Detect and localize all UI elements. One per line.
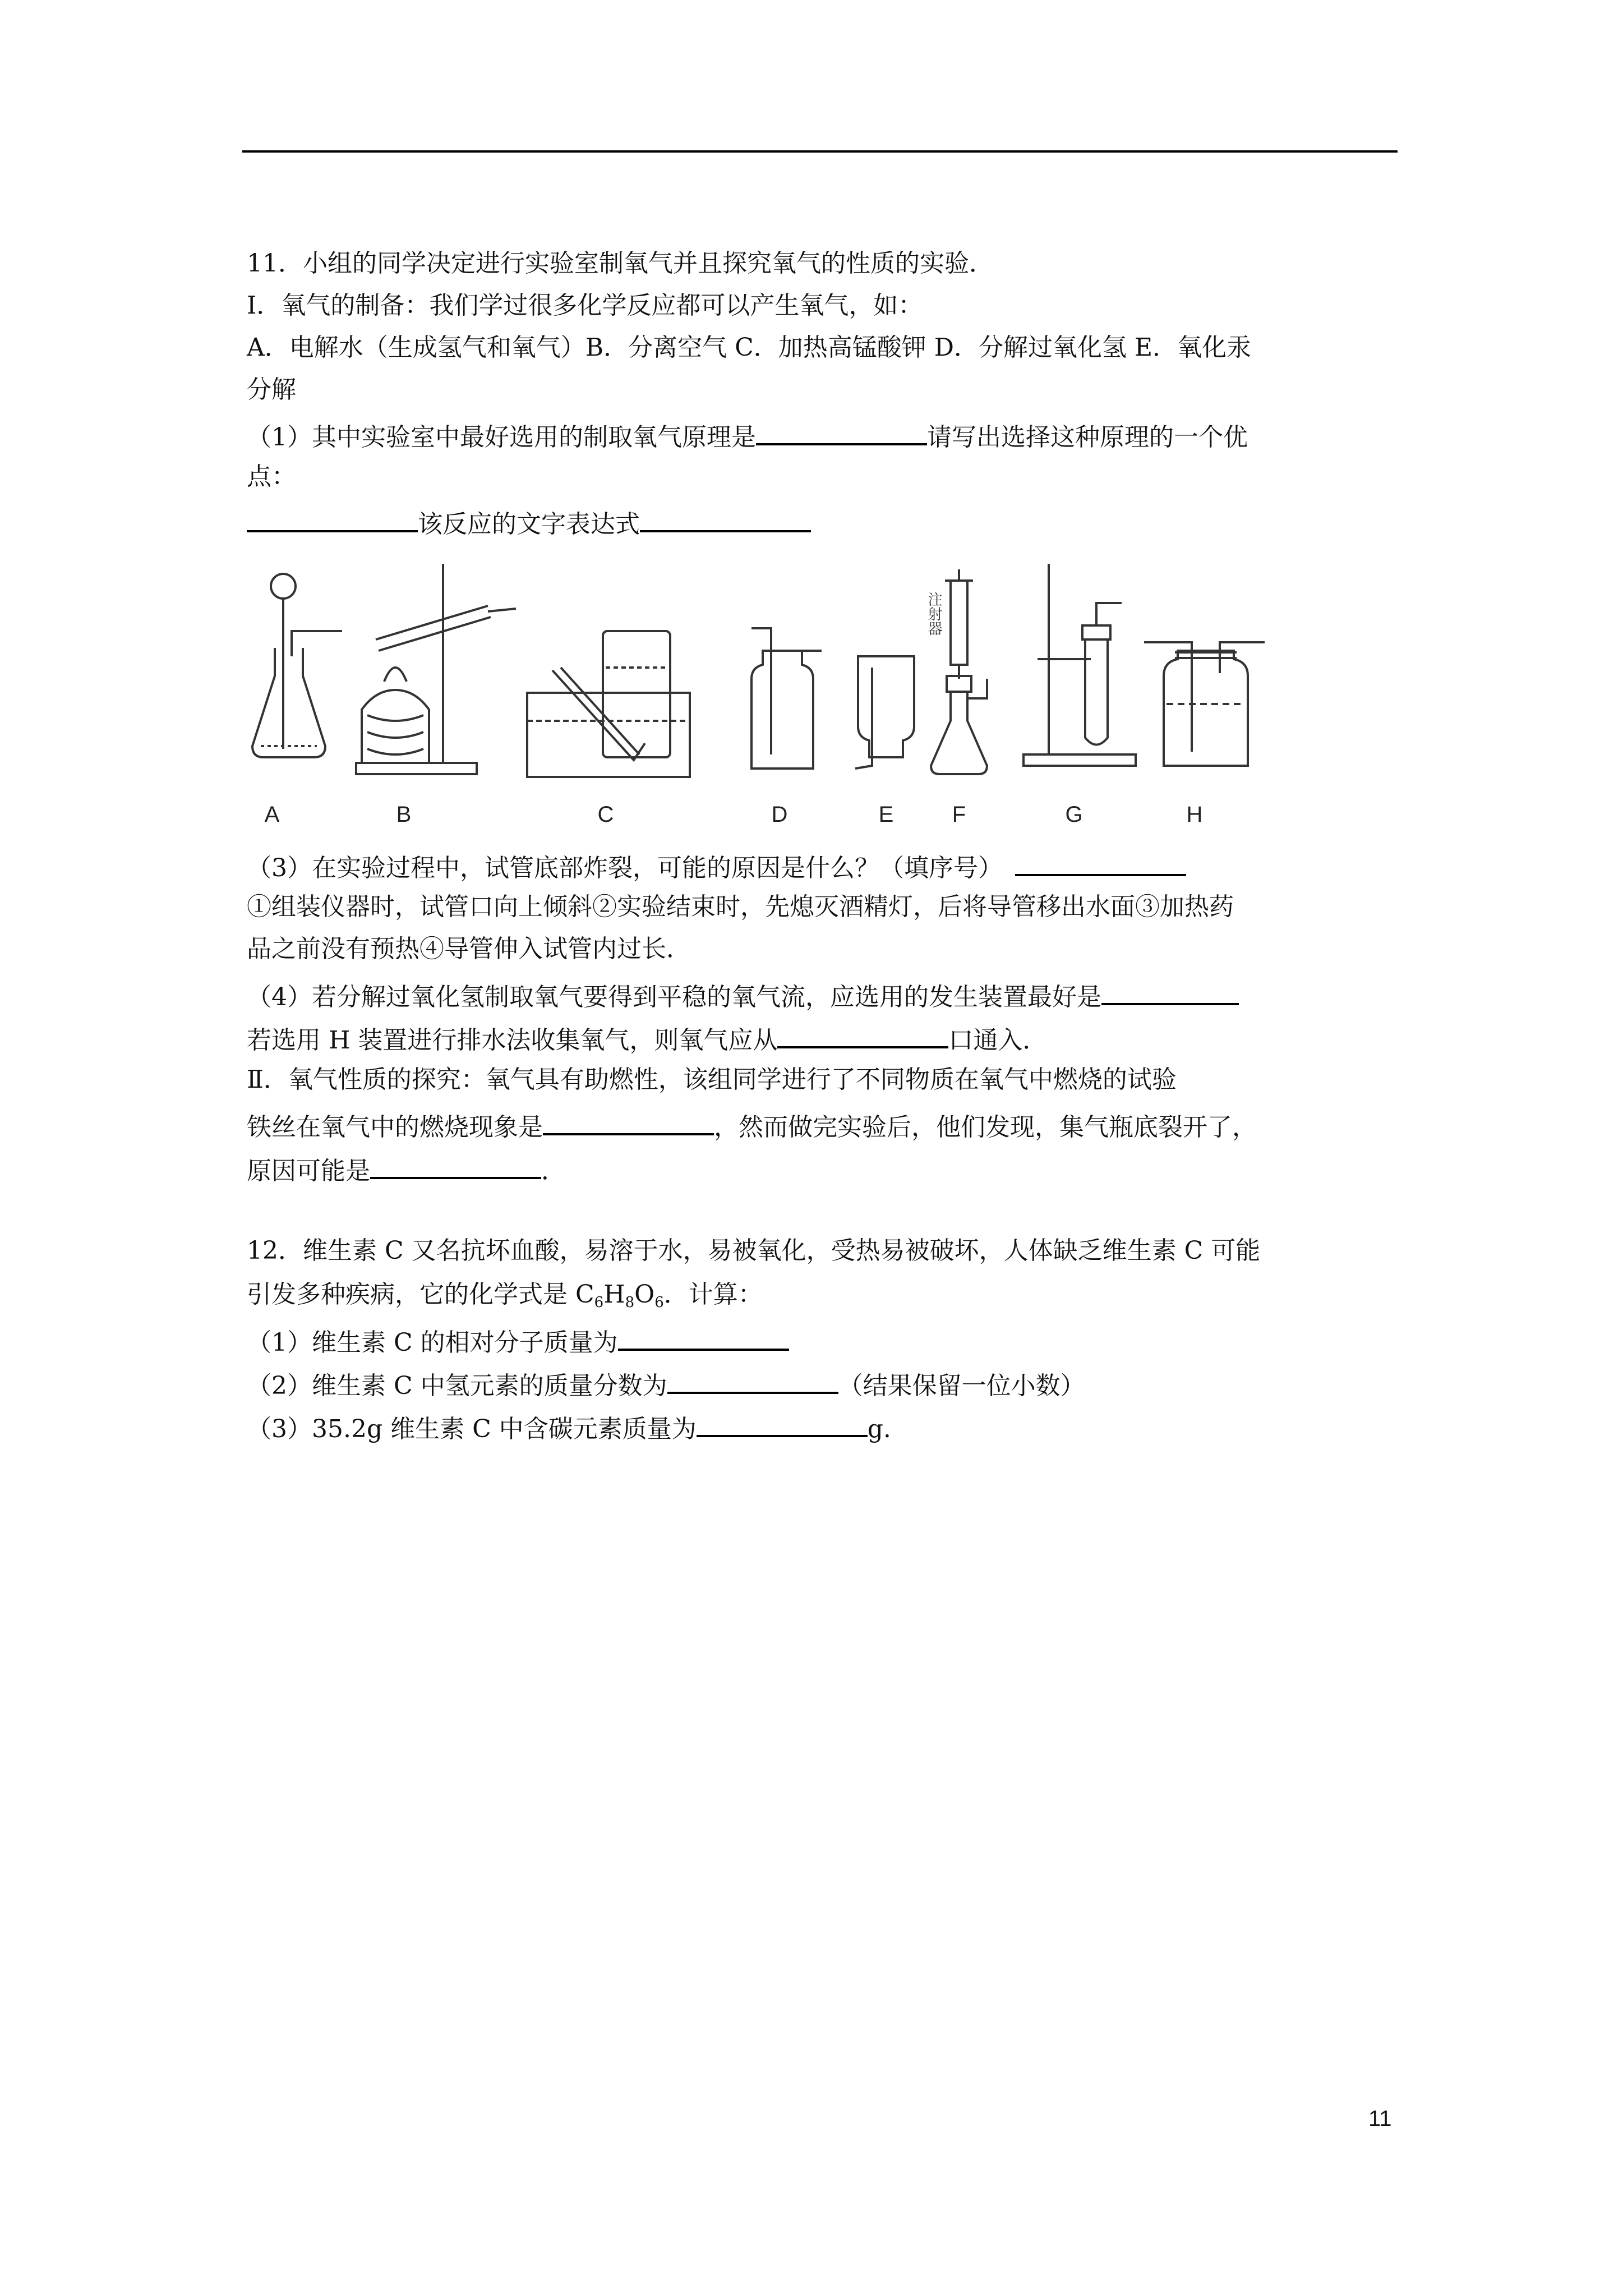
q12-part3	[247, 1408, 891, 1446]
q11-options-line2: 分解	[247, 375, 296, 404]
apparatus-label-b: B	[396, 802, 412, 827]
q11-q1-advantage-prompt: 请写出选择这种原理的一个优	[927, 423, 1248, 452]
apparatus-b-heating-setup	[356, 564, 516, 774]
apparatus-a-flask	[252, 574, 342, 757]
q11-part2-heading: Ⅱ．氧气性质的探究：氧气具有助燃性，该组同学进行了不同物质在氧气中燃烧的试验	[247, 1065, 1177, 1094]
q11-options-line1: A．电解水（生成氢气和氧气）B．分离空气 C．加热高锰酸钾 D．分解过氧化氢 E．氧化汞	[247, 333, 1252, 362]
answer-blank-molecular-mass[interactable]	[618, 1322, 789, 1351]
header-rule	[242, 150, 1398, 153]
apparatus-f-syringe-flask	[925, 569, 987, 774]
q11-q3-options-line1: ①组装仪器时，试管口向上倾斜②实验结束时，先熄灭酒精灯，后将导管移出水面③加热药	[247, 892, 1234, 921]
page-number: 11	[1368, 2106, 1392, 2131]
q12-intro-line2	[247, 1278, 763, 1319]
apparatus-h-washing-bottle	[1144, 642, 1265, 766]
q11-p2-iron-prompt: 铁丝在氧气中的燃烧现象是	[247, 1113, 543, 1142]
answer-blank-crack-reason[interactable]	[370, 1150, 541, 1179]
apparatus-label-f: F	[952, 802, 966, 827]
apparatus-c-water-trough	[527, 631, 690, 777]
q11-question1-line3	[247, 503, 811, 541]
q11-q4-h-prompt: 若选用 H 装置进行排水法收集氧气，则氧气应从	[247, 1026, 778, 1055]
apparatus-g-test-tube-stand	[1023, 564, 1136, 766]
q11-q1-equation-prompt: 该反应的文字表达式	[418, 510, 640, 539]
answer-blank-iron-phenomenon[interactable]	[543, 1106, 714, 1135]
answer-blank-equation[interactable]	[640, 503, 811, 532]
answer-blank-advantage[interactable]	[247, 503, 418, 532]
q12-intro-line1: 12．维生素 C 又名抗坏血酸，易溶于水，易被氧化，受热易被破坏，人体缺乏维生素 C 可能	[247, 1236, 1261, 1265]
q11-question1-line1	[247, 416, 1248, 454]
q12-p2-note: （结果保留一位小数）	[838, 1372, 1085, 1400]
q12-intro-formula-prefix: 引发多种疾病，它的化学式是 C	[247, 1280, 594, 1309]
answer-blank-inlet[interactable]	[777, 1019, 948, 1048]
answer-blank-generator[interactable]	[1101, 976, 1239, 1005]
answer-blank-hydrogen-fraction[interactable]	[667, 1365, 838, 1394]
apparatus-e-downward-collection	[855, 656, 914, 769]
q12-intro-calc: ．计算：	[663, 1280, 763, 1309]
answer-blank-carbon-mass[interactable]	[697, 1408, 868, 1437]
apparatus-label-g: G	[1065, 802, 1083, 827]
q11-part2-line3	[247, 1150, 566, 1188]
q12-p3-prompt: （3）35.2g 维生素 C 中含碳元素质量为	[247, 1415, 697, 1443]
q11-part1-heading: Ⅰ．氧气的制备：我们学过很多化学反应都可以产生氧气，如：	[247, 291, 923, 320]
q11-q4-inlet-suffix: 口通入．	[948, 1026, 1048, 1055]
q11-q3-prompt: （3）在实验过程中，试管底部炸裂，可能的原因是什么？（填序号）	[247, 854, 1003, 882]
q12-p2-prompt: （2）维生素 C 中氢元素的质量分数为	[247, 1372, 667, 1400]
q11-title: 11．小组的同学决定进行实验室制氧气并且探究氧气的性质的实验．	[247, 249, 994, 278]
answer-blank-principle[interactable]	[756, 416, 927, 445]
q12-p3-unit: g.	[867, 1415, 891, 1443]
q12-part1	[247, 1322, 789, 1360]
apparatus-label-a: A	[264, 802, 280, 827]
q11-p2-period: ．	[541, 1157, 566, 1185]
q11-q4-prompt: （4）若分解过氧化氢制取氧气要得到平稳的氧气流，应选用的发生装置最好是	[247, 983, 1101, 1011]
q11-question4-line1	[247, 976, 1239, 1014]
q11-q1-colon: 点：	[247, 462, 296, 491]
formula-subscript-c: 6	[594, 1294, 604, 1311]
apparatus-label-c: C	[597, 802, 614, 827]
apparatus-figure	[247, 558, 1329, 830]
apparatus-label-e: E	[878, 802, 894, 827]
q11-question3	[247, 847, 1186, 885]
apparatus-label-h: H	[1186, 802, 1203, 827]
q11-part2-line2	[247, 1106, 1257, 1144]
q11-p2-crack-text: ，然而做完实验后，他们发现，集气瓶底裂开了，	[714, 1113, 1257, 1142]
formula-subscript-o: 6	[654, 1294, 664, 1311]
apparatus-label-d: D	[771, 802, 788, 827]
q12-p1-prompt: （1）维生素 C 的相对分子质量为	[247, 1328, 618, 1357]
apparatus-f-syringe-text: 注射器	[925, 592, 942, 636]
q11-p2-reason-prompt: 原因可能是	[247, 1157, 370, 1185]
apparatus-d-upward-collection	[751, 628, 822, 769]
formula-o: O	[634, 1280, 655, 1309]
formula-h: H	[603, 1280, 625, 1309]
formula-subscript-h: 8	[625, 1294, 635, 1311]
answer-blank-q3[interactable]	[1015, 847, 1186, 876]
q12-part2	[247, 1365, 1085, 1403]
q11-question4-line2	[247, 1019, 1047, 1057]
q11-q1-prompt: （1）其中实验室中最好选用的制取氧气原理是	[247, 423, 756, 452]
q11-q3-options-line2: 品之前没有预热④导管伸入试管内过长．	[247, 935, 691, 963]
